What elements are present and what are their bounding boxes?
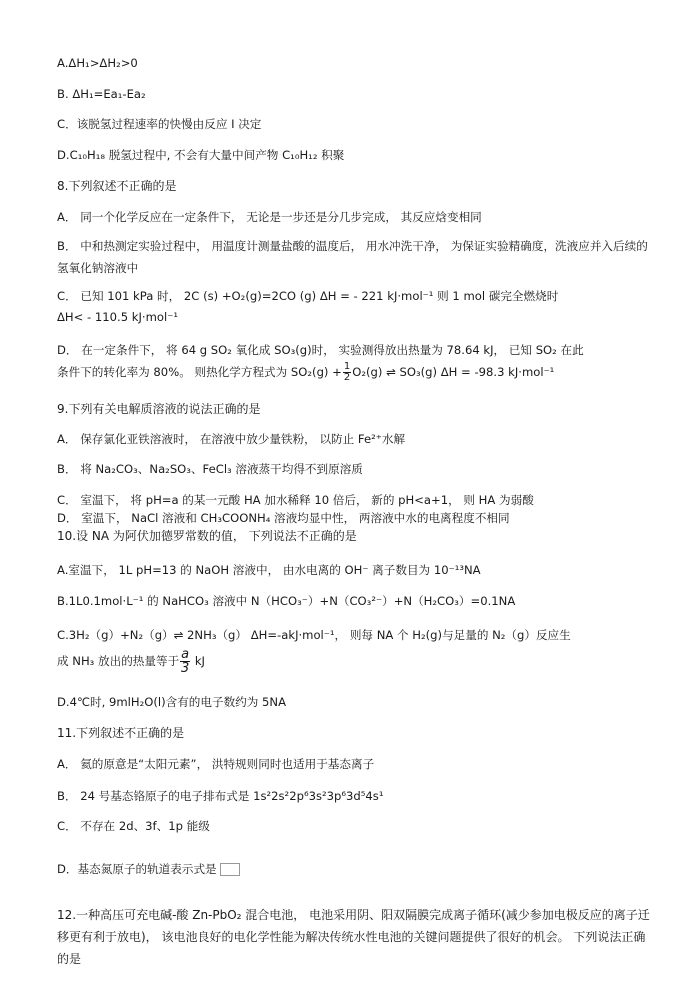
option-c-q9: C． 室温下， 将 pH=a 的某一元酸 HA 加水稀释 10 倍后， 新的 pH<a+1， 则 HA 为弱酸 <box>57 493 534 507</box>
option-d-q8-cont: 条件下的转化率为 80%。 则热化学方程式为 SO₂(g) + $\frac{1}{2}$ O₂(g) ⇌ SO₃(g) ΔH = -98.3 kJ·mol⁻¹ <box>57 361 555 383</box>
question-10-stem: 10.设 NA 为阿伏加德罗常数的值， 下列说法不正确的是 <box>57 529 357 543</box>
option-c-q8: C． 已知 101 kPa 时， 2C (s) +O₂(g)=2CO (g) ΔH = - 221 kJ·mol⁻¹ 则 1 mol 碳完全燃烧时 <box>57 289 559 303</box>
option-c-q11: C． 不存在 2d、3f、1p 能级 <box>57 819 210 833</box>
option-b-q11: B． 24 号基态铬原子的电子排布式是 1s²2s²2p⁶3s²3p⁶3d⁵4s¹ <box>57 789 384 803</box>
fraction-a-over-3: $\frac{a}{3}$ <box>181 647 190 676</box>
option-d-q10: D.4℃时, 9mlH₂O(l)含有的电子数约为 5NA <box>57 695 287 709</box>
option-c-q7: C．该脱氢过程速率的快慢由反应 I 决定 <box>57 117 262 131</box>
option-d-q9: D． 室温下， NaCl 溶液和 CH₃COONH₄ 溶液均显中性， 两溶液中水的电离程度不相同 <box>57 511 510 525</box>
fraction-one-half: $\frac{1}{2}$ <box>343 361 351 383</box>
option-a-q10: A.室温下， 1L pH=13 的 NaOH 溶液中， 由水电离的 OH⁻ 离子数目为 10⁻¹³NA <box>57 563 481 577</box>
question-11-stem: 11.下列叙述不正确的是 <box>57 726 185 740</box>
option-a-q7: A.ΔH₁>ΔH₂>0 <box>57 56 138 70</box>
option-c-q10: C.3H₂（g）+N₂（g）⇌ 2NH₃（g） ΔH=-akJ·mol⁻¹， 则每 NA 个 H₂(g)与足量的 N₂（g）反应生 <box>57 628 571 642</box>
question-12-stem: 12.一种高压可充电碱-酸 Zn-PbO₂ 混合电池， 电池采用阴、阳双隔膜完成离子循环(减少参加电极反应的离子迁移更有利于放电)， 该电池良好的电化学性能为解决传统水性电池的关键问题提供了很好的机会。 下列说法正确的是 <box>57 908 650 966</box>
option-b-q7: B. ΔH₁=Ea₁-Ea₂ <box>57 87 146 101</box>
option-d-q11: D．基态氮原子的轨道表示式是 <box>57 862 657 876</box>
option-a-q11: A． 氦的原意是“太阳元素”， 洪特规则同时也适用于基态离子 <box>57 757 375 771</box>
option-d-q8: D． 在一定条件下， 将 64 g SO₂ 氧化成 SO₃(g)时， 实验测得放出热量为 78.64 kJ， 已知 SO₂ 在此 <box>57 343 584 357</box>
question-9-stem: 9.下列有关电解质溶液的说法正确的是 <box>57 402 261 416</box>
option-c-q10-cont: 成 NH₃ 放出的热量等于 $\frac{a}{3}$ kJ <box>57 647 205 676</box>
option-a-q8: A． 同一个化学反应在一定条件下， 无论是一步还是分几步完成， 其反应焓变相同 <box>57 210 482 224</box>
option-b-q10: B.1L0.1mol·L⁻¹ 的 NaHCO₃ 溶液中 N（HCO₃⁻）+N（CO₃²⁻）+N（H₂CO₃）=0.1NA <box>57 594 516 608</box>
option-d-q7: D.C₁₀H₁₈ 脱氢过程中, 不会有大量中间产物 C₁₀H₁₂ 积聚 <box>57 148 345 162</box>
option-b-q8: B． 中和热测定实验过程中， 用温度计测量盐酸的温度后， 用水冲洗干净， 为保证实验精确度，洗液应并入后续的氢氧化钠溶液中 <box>57 239 648 275</box>
option-c-q8-cont: ΔH< - 110.5 kJ·mol⁻¹ <box>57 310 178 324</box>
question-8-stem: 8.下列叙述不正确的是 <box>57 179 177 193</box>
option-b-q9: B． 将 Na₂CO₃、Na₂SO₃、FeCl₃ 溶液蒸干均得不到原溶质 <box>57 462 363 476</box>
orbital-diagram-image <box>220 863 240 876</box>
option-a-q9: A． 保存氯化亚铁溶液时， 在溶液中放少量铁粉， 以防止 Fe²⁺水解 <box>57 432 406 446</box>
